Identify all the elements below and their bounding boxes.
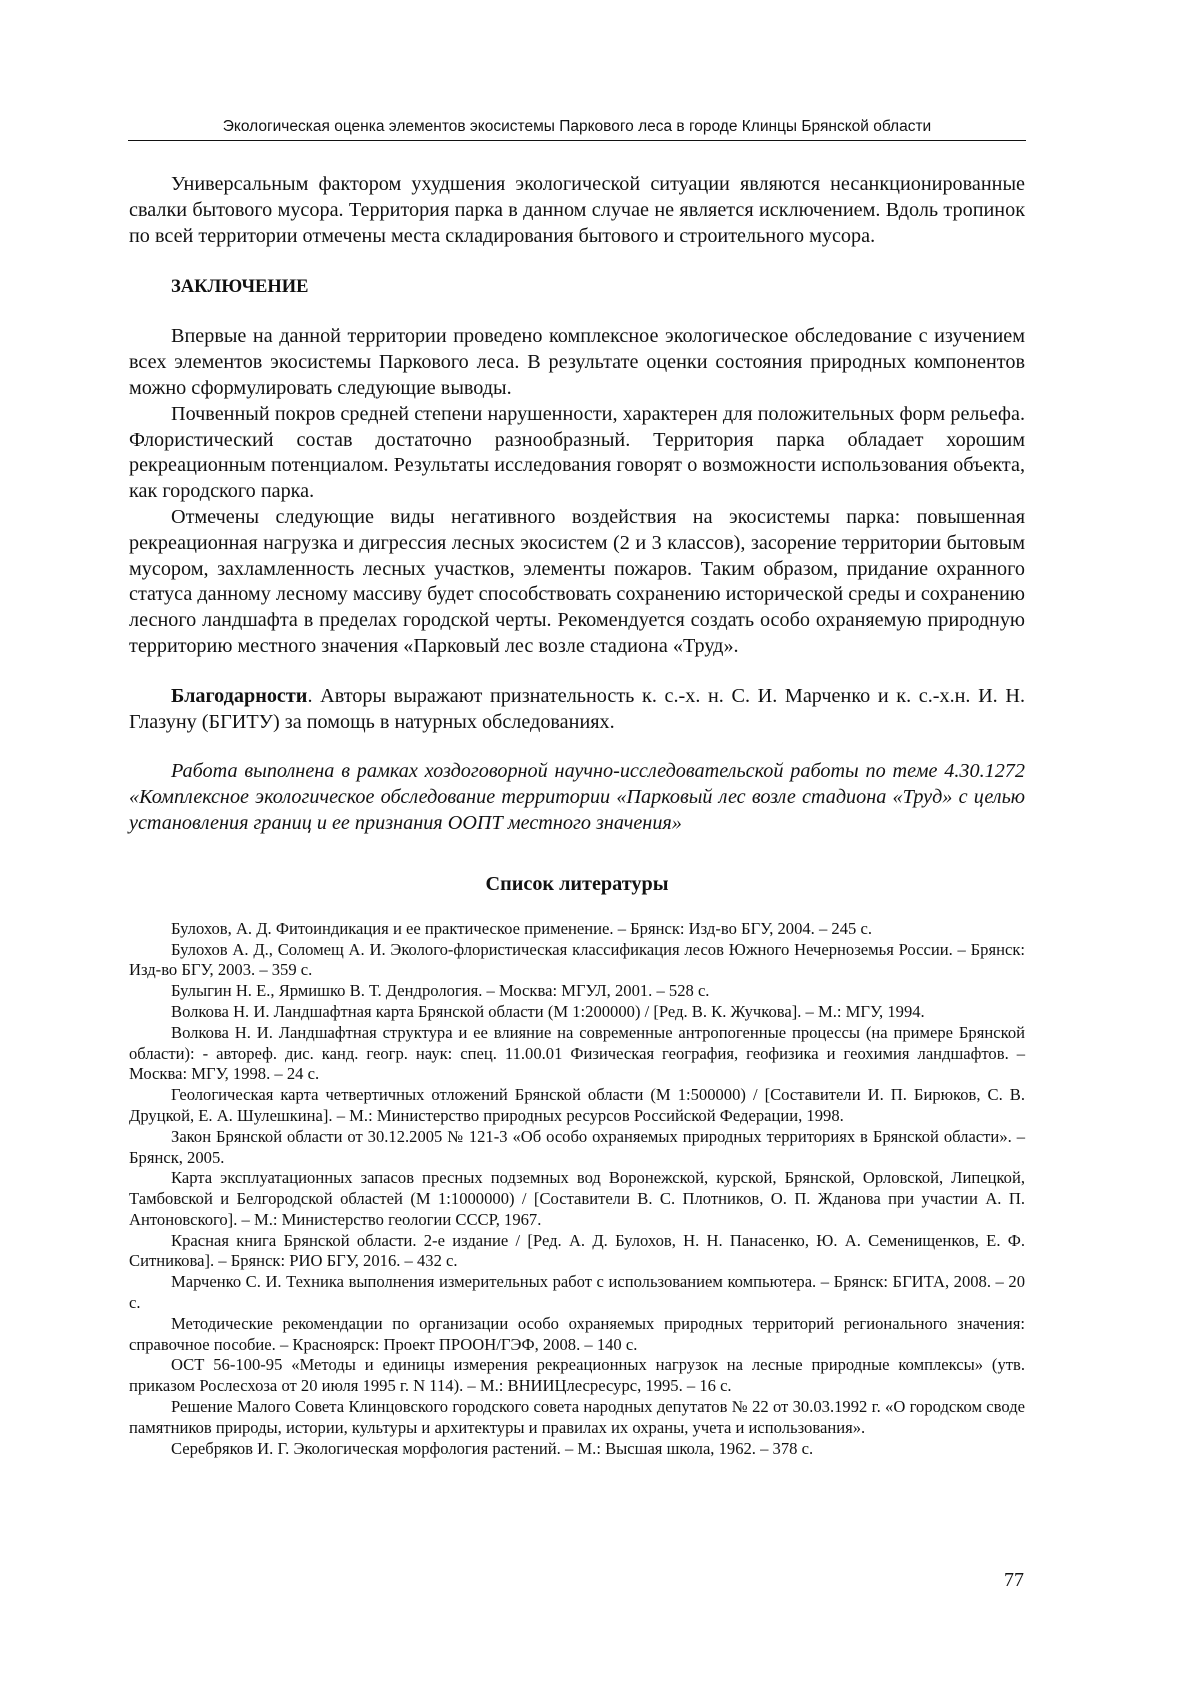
acknowledgements-label: Благодарности (171, 684, 308, 707)
reference-item: Марченко С. И. Техника выполнения измерительных работ с использованием компьютера. – Брянск: БГИТА, 2008. – 20 с. (129, 1272, 1025, 1313)
conclusion-paragraph: Почвенный покров средней степени нарушенности, характерен для положительных форм рельефа. Флористический состав достаточно разнообразный. Территория парка обладает хорошим рекреационным потенциалом. Результаты исследования говорят о возможности использования объекта, как городского парка. (129, 402, 1025, 503)
acknowledgements-paragraph (129, 684, 1025, 736)
reference-item: Серебряков И. Г. Экологическая морфология растений. – М.: Высшая школа, 1962. – 378 с. (171, 1438, 814, 1458)
reference-item: Методические рекомендации по организации особо охраняемых природных территорий регионального значения: справочное пособие. – Красноярск: Проект ПРООН/ГЭФ, 2008. – 140 с. (129, 1313, 1025, 1354)
reference-item: Геологическая карта четвертичных отложений Брянской области (М 1:500000) / [Составители И. П. Бирюков, С. В. Друцкой, Е. А. Шулешкина]. – М.: Министерство природных ресурсов Российской Федерации, 1998. (129, 1085, 1025, 1125)
reference-item: Красная книга Брянской области. 2-е издание / [Ред. А. Д. Булохов, Н. Н. Панасенко, Ю. А. Семенищенков, Е. Ф. Ситникова]. – Брянск: РИО БГУ, 2016. – 432 с. (129, 1230, 1025, 1271)
conclusion-heading: ЗАКЛЮЧЕНИЕ (171, 277, 309, 298)
reference-item: Булыгин Н. Е., Ярмишко В. Т. Дендрология. – Москва: МГУЛ, 2001. – 528 с. (171, 981, 710, 1001)
article-body (129, 172, 1025, 1459)
page-number: 77 (1004, 1569, 1024, 1591)
references-heading: Список литературы (485, 872, 669, 895)
acknowledgements-text: . Авторы выражают признательность к. с.-х. н. С. И. Марченко и к. с.-х.н. И. Н. Глазуну (БГИТУ) за помощь в натурных обследованиях. (129, 684, 1025, 733)
reference-item: Волкова Н. И. Ландшафтная карта Брянской области (М 1:200000) / [Ред. В. К. Жучкова]. – М.: МГУ, 1994. (171, 1001, 925, 1021)
reference-item: Булохов, А. Д. Фитоиндикация и ее практическое применение. – Брянск: Изд-во БГУ, 2004. – 245 с. (171, 918, 872, 938)
reference-item: Решение Малого Совета Клинцовского городского совета народных депутатов № 22 от 30.03.1992 г. «О городском своде памятников природы, истории, культуры и архитектуры и правилах их охраны, учета и использования». (129, 1397, 1025, 1437)
intro-paragraph: Универсальным фактором ухудшения экологической ситуации являются несанкционированные свалки бытового мусора. Территория парка в данном случае не является исключением. Вдоль тропинок по всей территории отмечены места складирования бытового и строительного мусора. (129, 173, 1025, 247)
conclusion-paragraph: Впервые на данной территории проведено комплексное экологическое обследование с изучением всех элементов экосистемы Паркового леса. В результате оценки состояния природных компонентов можно сформулировать следующие выводы. (129, 325, 1025, 399)
reference-item: Закон Брянской области от 30.12.2005 № 121-3 «Об особо охраняемых природных территориях в Брянской области». – Брянск, 2005. (129, 1126, 1025, 1167)
reference-item: Волкова Н. И. Ландшафтная структура и ее влияние на современные антропогенные процессы (на примере Брянской области): - автореф. дис. канд. геогр. наук: спец. 11.00.01 Физическая география, геофизика и геохимия ландшафтов. – Москва: МГУ, 1998. – 24 с. (129, 1022, 1025, 1084)
reference-item: Карта эксплуатационных запасов пресных подземных вод Воронежской, курской, Брянской, Орловской, Липецкой, Тамбовской и Белгородской областей (М 1:1000000) / [Составители В. С. Плотников, О. П. Жданова при участии А. П. Антоновского]. – М.: Министерство геологии СССР, 1967. (129, 1168, 1025, 1229)
conclusion-paragraph: Отмечены следующие виды негативного воздействия на экосистемы парка: повышенная рекреационная нагрузка и дигрессия лесных экосистем (2 и 3 классов), засорение территории бытовым мусором, захламленность лесных участков, элементы пожаров. Таким образом, придание охранного статуса данному лесному массиву будет способствовать сохранению исторической среды и сохранению лесного ландшафта в пределах городской черты. Рекомендуется создать особо охраняемую природную территорию местного значения «Парковый лес возле стадиона «Труд». (129, 505, 1025, 657)
reference-item: Булохов А. Д., Соломещ А. И. Эколого-флористическая классификация лесов Южного Нечерноземья России. – Брянск: Изд-во БГУ, 2003. – 359 с. (129, 939, 1025, 980)
reference-list (129, 919, 1025, 1460)
reference-item: ОСТ 56-100-95 «Методы и единицы измерения рекреационных нагрузок на лесные природные комплексы» (утв. приказом Рослесхоза от 20 июля 1995 г. N 114). – М.: ВНИИЦлесресурс, 1995. – 16 с. (129, 1355, 1025, 1396)
funding-note: Работа выполнена в рамках хоздоговорной научно-исследовательской работы по теме 4.30.1272 «Комплексное экологическое обследование территории «Парковый лес возле стадиона «Труд» с целью установления границ и ее признания ООПТ местного значения» (129, 760, 1025, 834)
running-header: Экологическая оценка элементов экосистемы Паркового леса в городе Клинцы Брянской области (128, 117, 1026, 141)
